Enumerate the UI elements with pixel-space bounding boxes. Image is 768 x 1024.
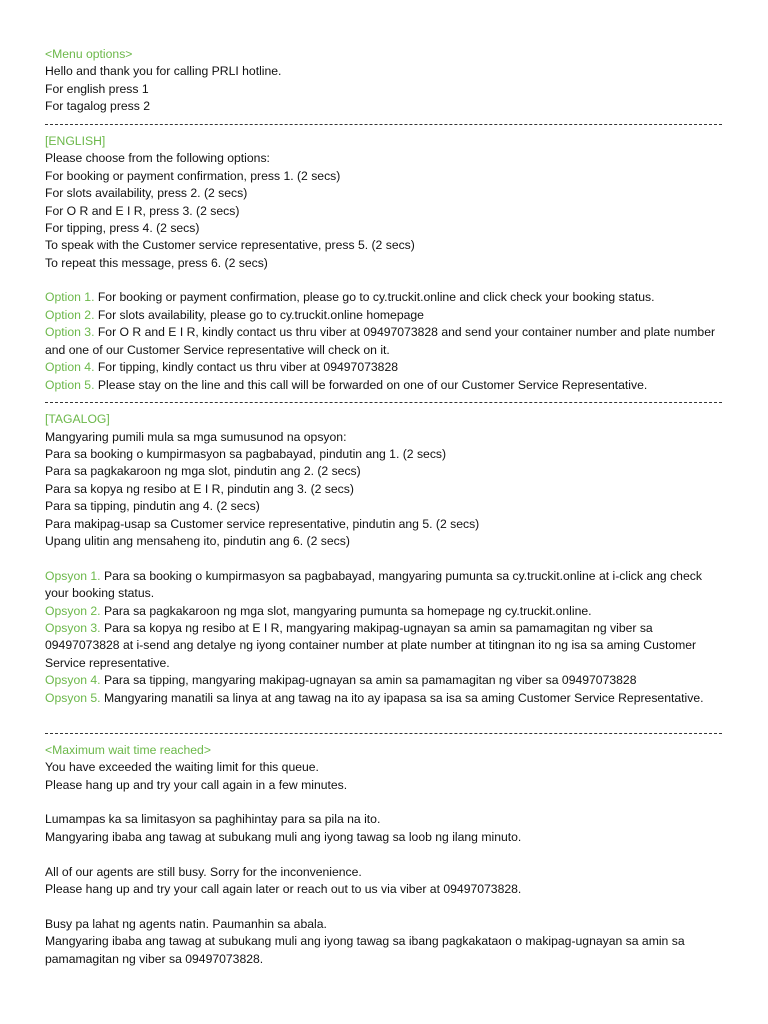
wait-line: You have exceeded the waiting limit for this queue. [45,760,319,775]
option-text: Para sa kopya ng resibo at E I R, mangyaring makipag-ugnayan sa amin sa pamamagitan ng viber sa 09497073828 at i-send ang detalye ng iyong container number at plate number at titingnan ito ng isa sa aming Customer Service representative. [45,621,697,670]
wait-line: Mangyaring ibaba ang tawag at subukang muli ang iyong tawag sa loob ng ilang minuto. [45,829,522,844]
english-option [45,377,722,394]
wait-line: All of our agents are still busy. Sorry for the inconvenience. [45,864,362,879]
tagalog-line: Para sa kopya ng resibo at E I R, pindutin ang 3. (2 secs) [45,481,354,496]
english-heading: [ENGLISH] [45,133,106,148]
menu-line: For english press 1 [45,81,149,96]
wait-line: Busy pa lahat ng agents natin. Paumanhin sa abala. [45,916,327,931]
option-label: Opsyon 3. [45,621,101,636]
english-line: For tipping, press 4. (2 secs) [45,220,200,235]
option-text: Mangyaring manatili sa linya at ang tawag na ito ay ipapasa sa isa sa aming Customer Service Representative. [103,690,704,705]
option-text: For slots availability, please go to cy.truckit.online homepage [97,307,424,322]
option-label: Option 3. [45,325,95,340]
section-divider [45,394,722,411]
menu-line: Hello and thank you for calling PRLI hotline. [45,64,282,79]
option-label: Opsyon 2. [45,603,101,618]
wait-line: Please hang up and try your call again in a few minutes. [45,777,348,792]
tagalog-heading: [TAGALOG] [45,412,110,427]
tagalog-line: Mangyaring pumili mula sa mga sumusunod na opsyon: [45,429,347,444]
wait-line: Lumampas ka sa limitasyon sa paghihintay para sa pila na ito. [45,812,381,827]
option-text: For O R and E I R, kindly contact us thru viber at 09497073828 and send your container number and plate number and one of our Customer Service representative will check on it. [45,325,716,357]
option-label: Opsyon 5. [45,690,101,705]
tagalog-line: Para sa pagkakaroon ng mga slot, pindutin ang 2. (2 secs) [45,464,361,479]
option-label: Option 5. [45,377,95,392]
section-divider [45,724,722,741]
tagalog-option [45,690,722,707]
option-label: Option 4. [45,360,95,375]
english-line: For slots availability, press 2. (2 secs) [45,186,248,201]
option-text: Para sa pagkakaroon ng mga slot, mangyaring pumunta sa homepage ng cy.truckit.online. [103,603,592,618]
tagalog-line: Upang ulitin ang mensaheng ito, pindutin ang 6. (2 secs) [45,534,350,549]
tagalog-line: Para sa tipping, pindutin ang 4. (2 secs) [45,499,260,514]
tagalog-option [45,568,722,603]
english-line: To repeat this message, press 6. (2 secs) [45,255,268,270]
wait-line: Please hang up and try your call again later or reach out to us via viber at 09497073828. [45,882,522,897]
ivr-script-document [45,46,722,968]
english-line: For booking or payment confirmation, press 1. (2 secs) [45,168,341,183]
menu-heading: <Menu options> [45,47,133,61]
english-line: Please choose from the following options: [45,151,270,166]
option-text: For tipping, kindly contact us thru viber at 09497073828 [97,360,398,375]
option-label: Opsyon 4. [45,673,101,688]
option-label: Option 1. [45,290,95,305]
english-option [45,324,722,359]
tagalog-line: Para makipag-usap sa Customer service representative, pindutin ang 5. (2 secs) [45,516,480,531]
english-line: To speak with the Customer service representative, press 5. (2 secs) [45,238,415,253]
option-label: Option 2. [45,307,95,322]
tagalog-line: Para sa booking o kumpirmasyon sa pagbabayad, pindutin ang 1. (2 secs) [45,447,447,462]
option-label: Opsyon 1. [45,568,101,583]
option-text: Please stay on the line and this call will be forwarded on one of our Customer Service Representative. [97,377,648,392]
option-text: Para sa booking o kumpirmasyon sa pagbabayad, mangyaring pumunta sa cy.truckit.online at i-click ang check your booking status. [45,568,702,601]
wait-heading: <Maximum wait time reached> [45,742,211,757]
wait-line: Mangyaring ibaba ang tawag at subukang muli ang iyong tawag sa ibang pagkakataon o makipag-ugnayan sa amin sa pamamagitan ng viber sa 09497073828. [45,934,685,966]
english-option [45,307,722,324]
tagalog-option [45,603,722,620]
option-text: Para sa tipping, mangyaring makipag-ugnayan sa amin sa pamamagitan ng viber sa 09497073828 [103,673,637,688]
english-option [45,359,722,376]
section-divider [45,116,722,133]
tagalog-option [45,672,722,689]
tagalog-option [45,620,722,672]
english-line: For O R and E I R, press 3. (2 secs) [45,203,240,218]
option-text: For booking or payment confirmation, please go to cy.truckit.online and click check your booking status. [97,290,655,305]
menu-line: For tagalog press 2 [45,99,151,114]
english-option [45,289,722,306]
